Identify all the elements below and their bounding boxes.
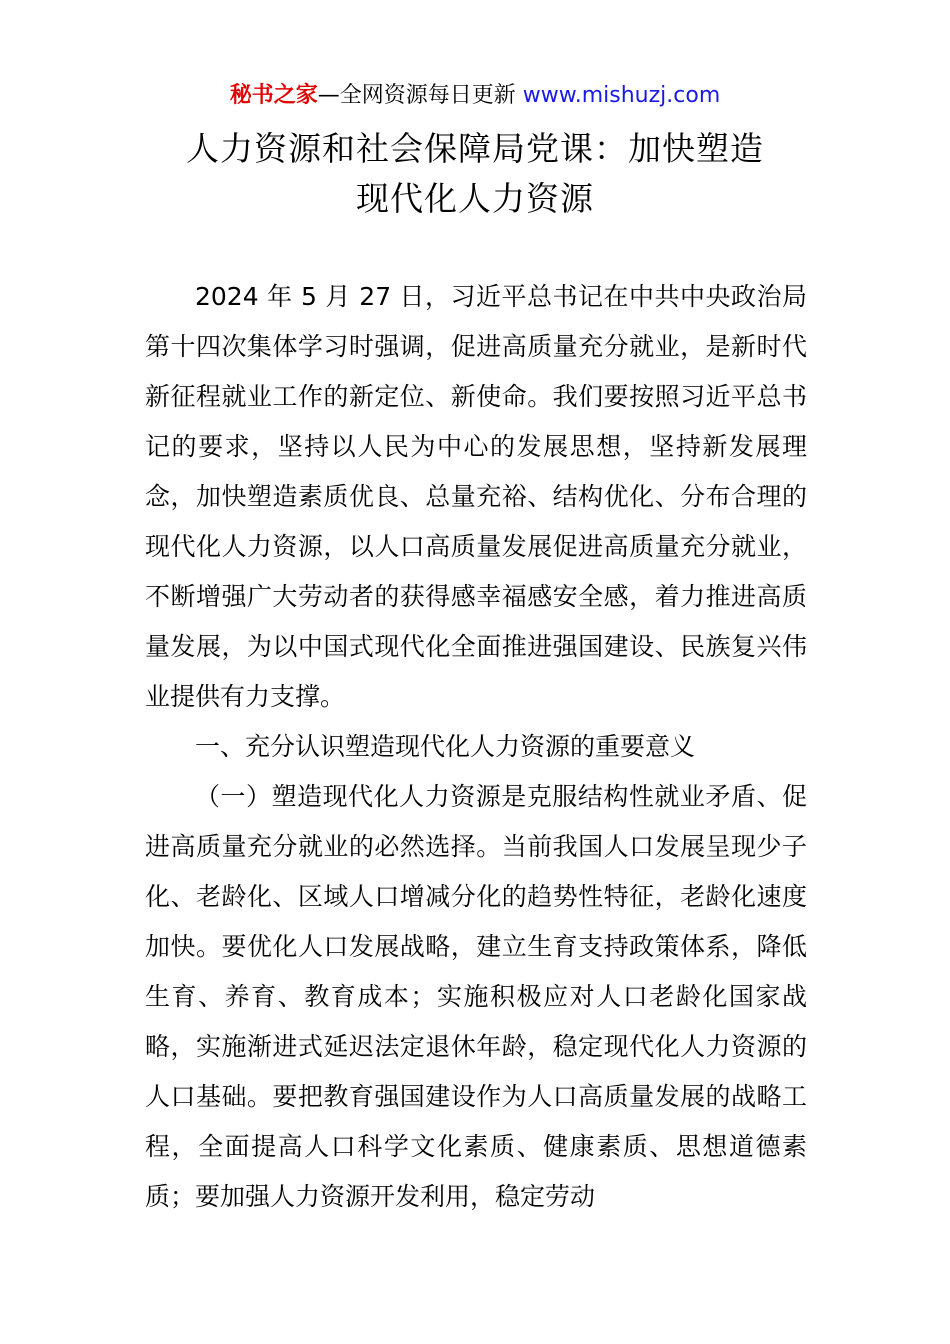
document-title (0, 124, 950, 224)
site-url-link[interactable]: www.mishuzj.com (522, 83, 721, 108)
title-line-1: 人力资源和社会保障局党课：加快塑造 (186, 129, 764, 168)
site-slogan: —全网资源每日更新 (317, 83, 523, 108)
paragraph-intro: 2024 年 5 月 27 日，习近平总书记在中共中央政治局第十四次集体学习时强调，促进高质量充分就业，是新时代新征程就业工作的新定位、新使命。我们要按照习近平总书记的要求，坚持以人民为中心的发展思想，坚持新发展理念，加快塑造素质优良、总量充裕、结构优化、分布合理的现代化人力资源，以人口高质量发展促进高质量充分就业，不断增强广大劳动者的获得感幸福感安全感，着力推进高质量发展，为以中国式现代化全面推进强国建设、民族复兴伟业提供有力支撑。 (145, 282, 807, 711)
title-line-2: 现代化人力资源 (356, 179, 594, 218)
document-body (145, 272, 807, 1222)
section-heading-1: 一、充分认识塑造现代化人力资源的重要意义 (195, 732, 696, 761)
paragraph-section-1-1: （一）塑造现代化人力资源是克服结构性就业矛盾、促进高质量充分就业的必然选择。当前我国人口发展呈现少子化、老龄化、区域人口增减分化的趋势性特征，老龄化速度加快。要优化人口发展战略，建立生育支持政策体系，降低生育、养育、教育成本；实施积极应对人口老龄化国家战略，实施渐进式延迟法定退休年龄，稳定现代化人力资源的人口基础。要把教育强国建设作为人口高质量发展的战略工程，全面提高人口科学文化素质、健康素质、思想道德素质；要加强人力资源开发利用，稳定劳动 (145, 782, 807, 1211)
site-header (0, 80, 950, 112)
site-brand: 秘书之家 (229, 83, 318, 108)
